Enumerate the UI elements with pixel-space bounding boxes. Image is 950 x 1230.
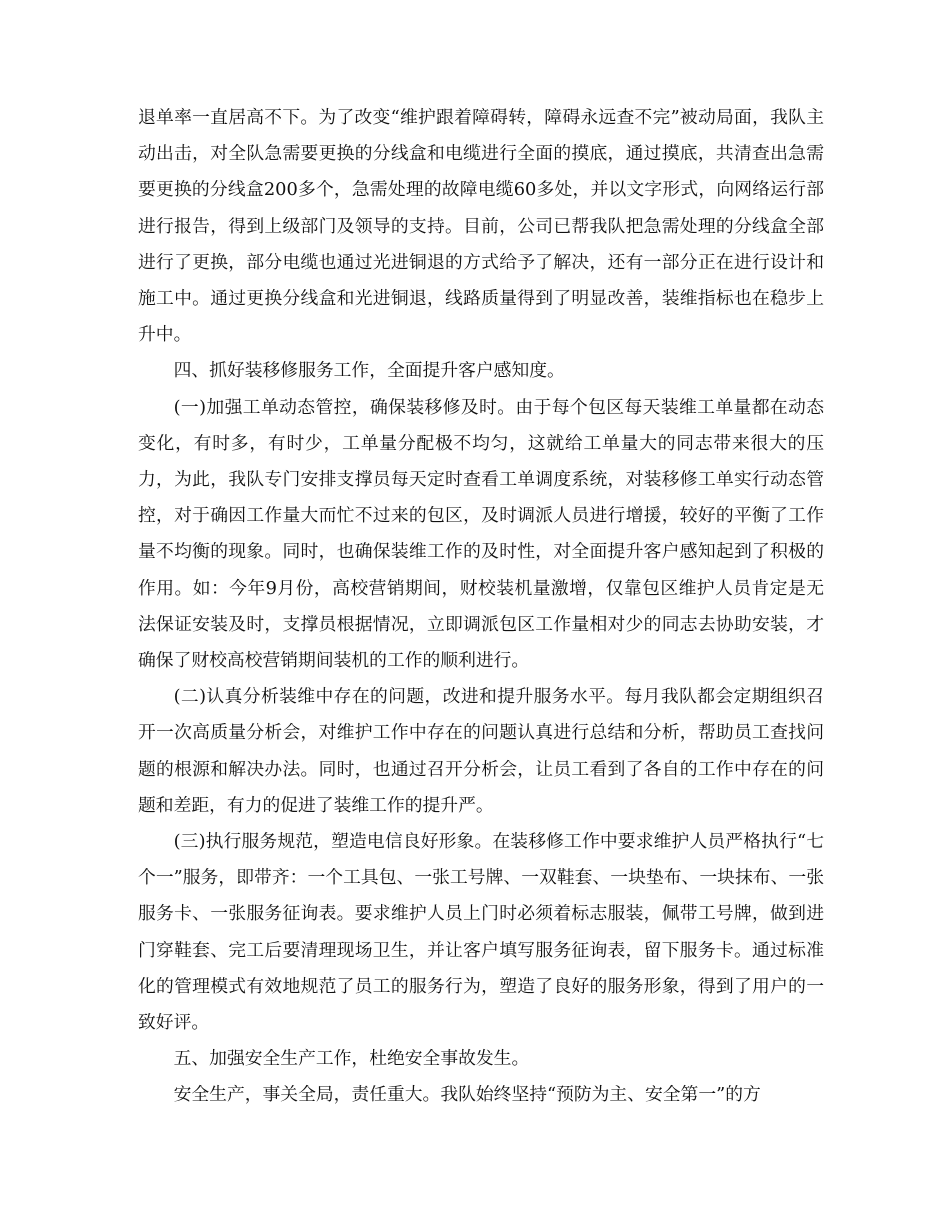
paragraph-service-standards: (三)执行服务规范，塑造电信良好形象。在装移修工作中要求维护人员严格执行“七个一”服务，即带齐：一个工具包、一张工号牌、一双鞋套、一块垫布、一块抹布、一张服务卡、一张服务征询表。要求维护人员上门时必须着标志服装，佩带工号牌，做到进门穿鞋套、完工后要清理现场卫生，并让客户填写服务征询表，留下服务卡。通过标准化的管理模式有效地规范了员工的服务行为，塑造了良好的服务形象，得到了用户的一致好评。	[138, 831, 824, 1034]
section-heading-four: 四、抓好装移修服务工作，全面提升客户感知度。	[173, 360, 565, 382]
paragraph-continuation: 退单率一直居高不下。为了改变“维护跟着障碍转，障碍永远查不完”被动局面，我队主动出击，对全队急需要更换的分线盒和电缆进行全面的摸底，通过摸底，共清查出急需要更换的分线盒200多个，急需处理的故障电缆60多处，并以文字形式，向网络运行部进行报告，得到上级部门及领导的支持。目前，公司已帮我队把急需处理的分线盒全部进行了更换，部分电缆也通过光进铜退的方式给予了解决，还有一部分正在进行设计和施工中。通过更换分线盒和光进铜退，线路质量得到了明显改善，装维指标也在稳步上升中。	[138, 107, 824, 346]
paragraph-work-order-control: (一)加强工单动态管控，确保装移修及时。由于每个包区每天装维工单量都在动态变化，有时多，有时少，工单量分配极不均匀，这就给工单量大的同志带来很大的压力，为此，我队专门安排支撑员每天定时查看工单调度系统，对装移修工单实行动态管控，对于确因工作量大而忙不过来的包区，及时调派人员进行增援，较好的平衡了工作量不均衡的现象。同时，也确保装维工作的及时性，对全面提升客户感知起到了积极的作用。如：今年9月份，高校营销期间，财校装机量激增，仅靠包区维护人员肯定是无法保证安装及时，支撑员根据情况，立即调派包区工作量相对少的同志去协助安装，才确保了财校高校营销期间装机的工作的顺利进行。	[138, 396, 824, 672]
paragraph-safety-production: 安全生产，事关全局，责任重大。我队始终坚持“预防为主、安全第一”的方	[173, 1084, 761, 1106]
document-body	[138, 100, 824, 1114]
section-heading-five: 五、加强安全生产工作，杜绝安全事故发生。	[173, 1048, 530, 1070]
paragraph-problem-analysis: (二)认真分析装维中存在的问题，改进和提升服务水平。每月我队都会定期组织召开一次高质量分析会，对维护工作中存在的问题认真进行总结和分析，帮助员工查找问题的根源和解决办法。同时，也通过召开分析会，让员工看到了各自的工作中存在的问题和差距，有力的促进了装维工作的提升严。	[138, 686, 824, 816]
